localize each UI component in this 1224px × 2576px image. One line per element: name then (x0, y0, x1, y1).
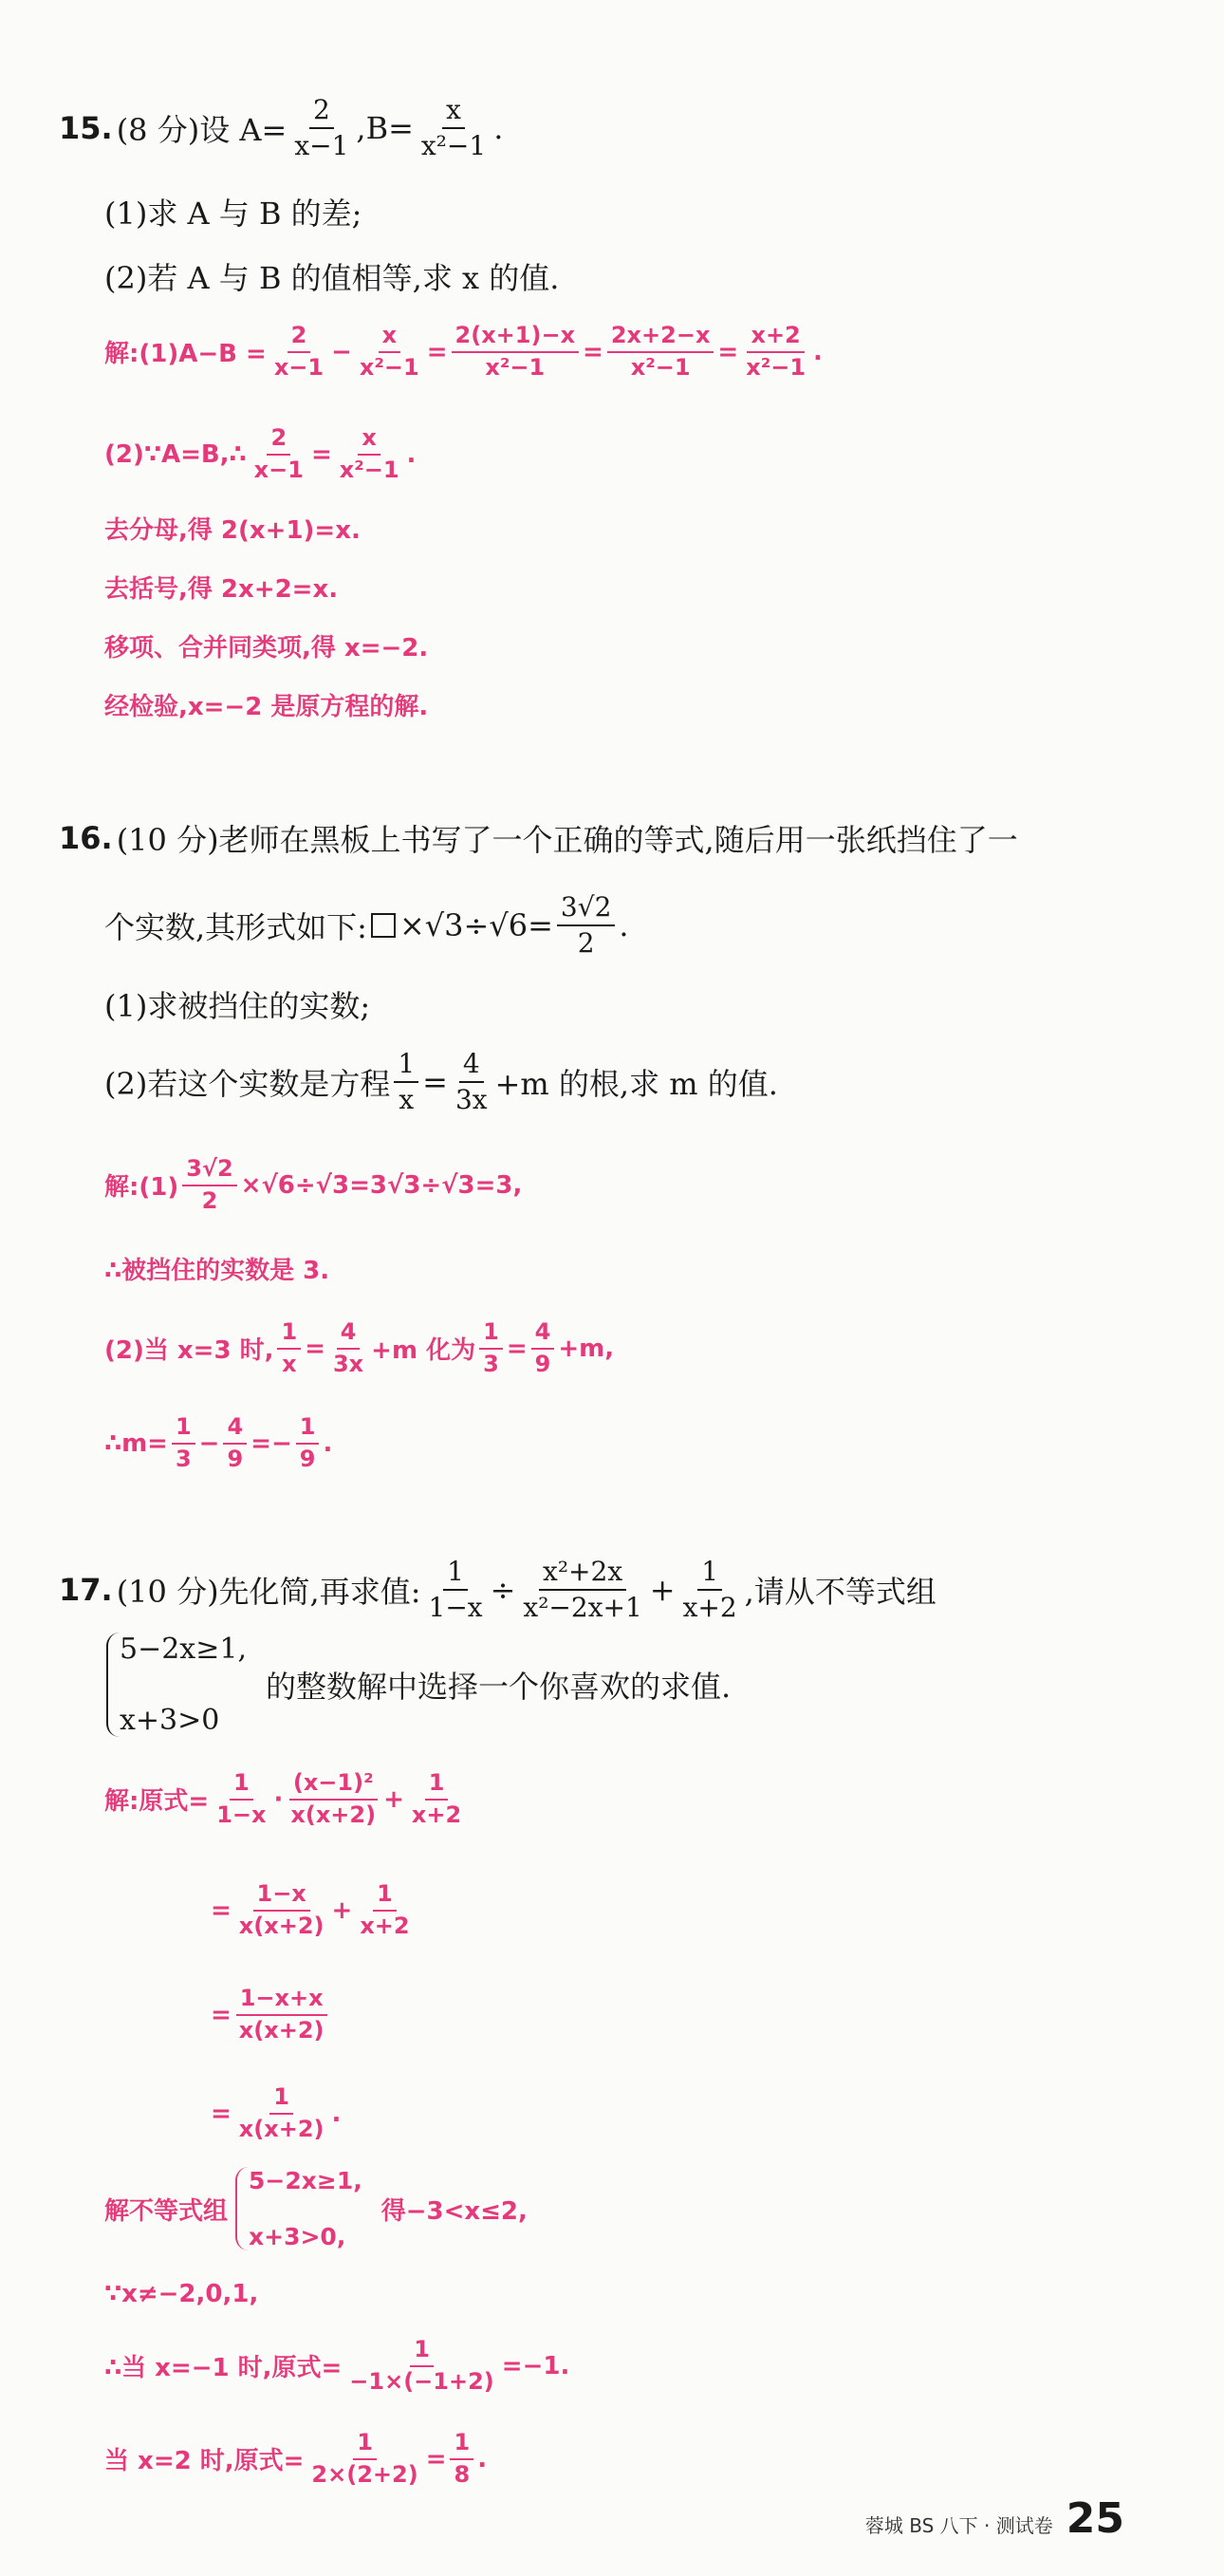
q17-sol-l1-frac2 (287, 1770, 380, 1828)
q15-sol-frac5 (742, 323, 809, 381)
q16-sol-l3-frac4 (531, 1319, 555, 1377)
q17-stem-line2 (106, 1633, 731, 1737)
q16-sol-l3-frac1-num: 1 (277, 1319, 301, 1350)
q17-sol-l8-frac2 (450, 2430, 473, 2488)
q17-frac2-den: x²−2x+1 (523, 1592, 642, 1624)
q16-sol-l4-end: . (323, 1428, 333, 1458)
q16-part2-frac2-num: 4 (459, 1049, 484, 1083)
q17-frac1 (425, 1557, 487, 1623)
q17-sol-l5-result: 得−3<x≤2, (380, 2196, 528, 2226)
q17-sol-l3-frac (235, 1986, 328, 2044)
q17-sol-l3-frac-den: x(x+2) (238, 2016, 325, 2044)
q17-sol-l1-frac2-den: x(x+2) (290, 1801, 377, 1828)
q17-solution-line2 (211, 1881, 417, 1939)
q15-sol-frac1-den: x−1 (273, 353, 325, 381)
q17-sol-l2-plus: + (331, 1895, 353, 1925)
q16-sol-l4-minus: − (198, 1428, 220, 1458)
q17-solution-line6: ∵x≠−2,0,1, (104, 2280, 259, 2308)
q15-a-numerator: 2 (309, 95, 334, 129)
q15-mid: ,B= (356, 110, 414, 147)
q17-solution-line8 (104, 2430, 487, 2488)
q16-part2-frac1-den: x (399, 1084, 415, 1116)
q15-fraction-a (290, 95, 352, 161)
q15-sol-frac5-num: x+2 (747, 323, 804, 353)
q17-ineq1: 5−2x≥1, (120, 1633, 247, 1666)
q17-sol-l1-plus: + (383, 1784, 404, 1814)
q16-sol-l4-frac3 (296, 1414, 320, 1472)
q15-score: (8 分) (116, 112, 200, 149)
q15-sol-end2: . (406, 439, 417, 469)
q17-solution-line3 (211, 1986, 332, 2044)
q16-sol-l3-frac2 (329, 1319, 367, 1377)
q17-suffix: ,请从不等式组 (744, 1574, 937, 1611)
q16-part2-eq: = (422, 1064, 448, 1101)
q17-sol-ineq2: x+3>0, (249, 2223, 346, 2250)
q17-solution-line7 (104, 2337, 569, 2395)
q15-sol-minus: − (331, 337, 352, 366)
q17-frac3-num: 1 (697, 1557, 722, 1591)
q16-sol-l4-frac2-den: 9 (227, 1445, 244, 1472)
q15-sol-frac3-den: x²−1 (485, 353, 546, 381)
q16-sol-l4-prefix: ∴m= (104, 1428, 168, 1458)
q17-sol-l7-prefix: ∴当 x=−1 时,原式= (104, 2354, 343, 2383)
q17-solution-line4 (211, 2084, 341, 2142)
q16-line2-prefix: 个实数,其形式如下: (104, 909, 367, 946)
q16-sol-l4-frac1-num: 1 (172, 1414, 195, 1445)
q17-prefix: (10 分)先化简,再求值: (116, 1574, 421, 1611)
q17-sol-l1-frac3-num: 1 (425, 1770, 449, 1801)
q17-sol-l2-frac1 (235, 1881, 328, 1939)
q17-sol-l1-frac3-den: x+2 (411, 1801, 462, 1828)
q17-sol-l2-frac2-num: 1 (373, 1881, 397, 1912)
q17-sol-l8-frac1 (307, 2430, 421, 2488)
q16-stem-line2 (104, 892, 629, 959)
q17-sol-l7-num: 1 (410, 2337, 434, 2367)
q17-sol-l7-frac (345, 2337, 497, 2395)
q17-sol-l2-frac2 (356, 1881, 413, 1939)
q15-sol-frac7 (336, 425, 403, 483)
q16-sol-l1-prefix: 解:(1) (104, 1173, 179, 1203)
q15-solution-line3: 去分母,得 2(x+1)=x. (104, 516, 361, 545)
q16-sol-l4-frac2 (223, 1414, 247, 1472)
q16-part2-frac1-num: 1 (394, 1049, 418, 1083)
q16-sol-l3-frac4-den: 9 (534, 1350, 551, 1377)
q16-stem-line1 (59, 816, 1018, 860)
q16-sol-l3-frac1 (277, 1319, 301, 1377)
q16-line2-expr: ×√3÷√6= (399, 907, 553, 944)
q16-sol-l3-frac3-den: 3 (483, 1350, 499, 1377)
q16-sol-l3-prefix: (2)当 x=3 时, (104, 1336, 274, 1366)
q16-part1: (1)求被挡住的实数; (104, 988, 371, 1024)
q15-solution-line4: 去括号,得 2x+2=x. (104, 575, 339, 604)
q17-frac3 (679, 1557, 741, 1623)
q15-sol-frac6 (250, 425, 307, 483)
q15-solution-line1 (104, 323, 823, 381)
q15-a-denominator: x−1 (294, 130, 349, 162)
q17-frac2-num: x²+2x (539, 1557, 626, 1591)
q16-sol-l4-frac3-num: 1 (296, 1414, 320, 1445)
q16-solution-line2: ∴被挡住的实数是 3. (104, 1257, 330, 1285)
q15-sol-eq2: = (583, 337, 603, 366)
q17-inequality-system (106, 1633, 247, 1737)
q15-b-numerator: x (442, 95, 465, 129)
q17-div: ÷ (490, 1572, 516, 1609)
q15-part2: (2)若 A 与 B 的值相等,求 x 的值. (104, 260, 560, 296)
q16-sol-l4-frac1 (172, 1414, 195, 1472)
q16-line2-fraction (557, 892, 615, 959)
q16-sol-l3-frac2-num: 4 (337, 1319, 361, 1350)
q17-frac1-num: 1 (443, 1557, 468, 1591)
q16-part2-frac2 (452, 1049, 491, 1115)
q15-sol-frac5-den: x²−1 (746, 353, 807, 381)
q17-sol-l2-frac2-den: x+2 (360, 1912, 410, 1939)
page-number: 25 (1066, 2494, 1124, 2543)
q15-sol-frac3 (452, 323, 580, 381)
q16-sol-l3-frac2-den: 3x (332, 1350, 364, 1377)
q17-sol-l3-frac-num: 1−x+x (236, 1986, 327, 2016)
q17-sol-l4-eq: = (211, 2099, 232, 2128)
q16-solution-line1 (104, 1156, 522, 1214)
q15-solution-line2 (104, 425, 416, 483)
q17-sol-l8-num: 1 (353, 2430, 377, 2460)
q15-solution-line5: 移项、合并同类项,得 x=−2. (104, 634, 429, 663)
q17-sol-l2-frac1-den: x(x+2) (238, 1912, 325, 1939)
q15-sol-frac2 (356, 323, 423, 381)
q16-solution-line4 (104, 1414, 332, 1472)
q16-sol-l4-frac1-den: 3 (175, 1445, 192, 1472)
q16-sol-l3-frac4-num: 4 (531, 1319, 555, 1350)
q16-line1-text: (10 分)老师在黑板上书写了一个正确的等式,随后用一张纸挡住了一 (116, 822, 1018, 858)
q16-sol-l1-frac (182, 1156, 236, 1214)
q17-sol-l1-frac1-den: 1−x (216, 1801, 267, 1828)
q16-solution-line3 (104, 1319, 614, 1377)
q15-end: . (493, 110, 504, 147)
q17-frac3-den: x+2 (682, 1592, 737, 1624)
q16-sol-l1-num: 3√2 (182, 1156, 236, 1186)
q16-part2-prefix: (2)若这个实数是方程 (104, 1066, 391, 1103)
q15-number: 15. (59, 110, 113, 147)
q15-sol-frac6-den: x−1 (253, 456, 304, 483)
q15-sol-frac7-den: x²−1 (339, 456, 399, 483)
q17-sol-l4-frac (235, 2084, 328, 2142)
q17-sol-l8-frac2-den: 8 (454, 2460, 471, 2488)
q15-sol-eq3: = (717, 337, 739, 366)
q16-sol-l1-den: 2 (201, 1186, 218, 1214)
q15-sol-end: . (813, 337, 823, 366)
q16-sol-l4-frac2-num: 4 (223, 1414, 247, 1445)
q16-sol-l3-frac3 (479, 1319, 503, 1377)
q17-sol-l8-den: 2×(2+2) (311, 2460, 418, 2488)
q17-sol-l5-prefix: 解不等式组 (104, 2196, 229, 2226)
q16-line2-den: 2 (577, 927, 595, 960)
q16-sol-l4-neg: =− (250, 1428, 292, 1458)
q16-line2-num: 3√2 (557, 892, 615, 926)
q17-sol-l4-frac-num: 1 (269, 2084, 293, 2115)
q17-sol-l2-frac1-num: 1−x (253, 1881, 310, 1912)
q15-solution-line6: 经检验,x=−2 是原方程的解. (104, 693, 429, 721)
q17-sol-l4-frac-den: x(x+2) (238, 2115, 325, 2142)
blank-box (371, 913, 396, 938)
q15-sol-frac1-num: 2 (287, 323, 311, 353)
q15-intro: 设 A= (199, 112, 287, 149)
q16-sol-l3-end: +m, (558, 1334, 615, 1363)
q15-sol-frac6-num: 2 (267, 425, 290, 456)
q17-sol-l1-frac3 (408, 1770, 465, 1828)
q16-sol-l3-mid: +m 化为 (371, 1336, 476, 1366)
q17-sol-l8-frac2-num: 1 (450, 2430, 473, 2460)
q15-fraction-b (417, 95, 490, 161)
q17-sol-inequality-system (235, 2167, 362, 2250)
q15-sol-frac7-num: x (358, 425, 380, 456)
q15-part1: (1)求 A 与 B 的差; (104, 196, 362, 232)
q15-b-denominator: x²−1 (420, 130, 487, 162)
q17-ineq-after: 的整数解中选择一个你喜欢的求值. (266, 1669, 732, 1705)
q17-sol-l1-prefix: 解:原式= (104, 1787, 210, 1817)
q15-sol-frac1 (270, 323, 327, 381)
q17-sol-l1-dot: · (273, 1784, 284, 1814)
q16-number: 16. (59, 820, 113, 856)
q17-sol-l1-frac1 (213, 1770, 269, 1828)
q15-sol-l1-prefix: 解:(1)A−B = (104, 340, 267, 369)
q16-sol-l3-eq1: = (305, 1334, 325, 1363)
q17-sol-l8-eq: = (425, 2444, 447, 2473)
q17-solution-line5 (104, 2167, 528, 2250)
q16-sol-l3-eq2: = (506, 1334, 528, 1363)
q15-stem (59, 95, 503, 161)
q17-sol-l3-eq: = (211, 2000, 232, 2029)
q16-part2-suffix: +m 的根,求 m 的值. (494, 1066, 778, 1103)
q16-sol-l1-rest: ×√6÷√3=3√3÷√3=3, (240, 1170, 523, 1200)
q17-sol-l7-end: =−1. (501, 2351, 570, 2380)
q17-sol-l8-end: . (477, 2444, 488, 2473)
q15-sol-l2-prefix: (2)∵A=B,∴ (104, 439, 247, 469)
q17-sol-l7-den: −1×(−1+2) (349, 2367, 494, 2395)
q17-stem-line1 (59, 1557, 937, 1623)
q16-line2-end: . (619, 907, 629, 944)
q16-sol-l3-frac1-den: x (282, 1350, 297, 1377)
q15-sol-eq4: = (310, 439, 332, 469)
q15-sol-frac4 (607, 323, 714, 381)
q17-sol-l1-frac1-num: 1 (230, 1770, 253, 1801)
q16-sol-l4-frac3-den: 9 (299, 1445, 316, 1472)
q17-number: 17. (59, 1572, 113, 1609)
q16-part2-frac1 (394, 1049, 418, 1115)
q16-sol-l3-frac3-num: 1 (479, 1319, 503, 1350)
q17-sol-l4-end: . (331, 2099, 342, 2128)
q17-frac1-den: 1−x (428, 1592, 483, 1624)
q15-sol-frac4-num: 2x+2−x (607, 323, 714, 353)
q17-sol-l1-frac2-num: (x−1)² (289, 1770, 378, 1801)
page-footer (865, 2494, 1124, 2543)
q16-part2-frac2-den: 3x (454, 1084, 488, 1116)
q17-ineq2: x+3>0 (120, 1704, 220, 1737)
q17-sol-l8-prefix: 当 x=2 时,原式= (104, 2447, 305, 2476)
q15-sol-frac4-den: x²−1 (630, 353, 691, 381)
book-title: 蓉城 BS 八下 · 测试卷 (864, 2514, 1053, 2537)
q17-frac2 (519, 1557, 645, 1623)
q15-sol-frac2-num: x (379, 323, 400, 353)
q17-sol-l2-eq: = (211, 1895, 232, 1925)
q17-plus: + (649, 1572, 676, 1609)
q15-sol-frac2-den: x²−1 (359, 353, 419, 381)
q17-solution-line1 (104, 1770, 469, 1828)
q15-sol-eq1: = (426, 337, 448, 366)
q15-sol-frac3-num: 2(x+1)−x (452, 323, 580, 353)
q16-part2 (104, 1049, 778, 1115)
q17-sol-ineq1: 5−2x≥1, (249, 2167, 362, 2194)
